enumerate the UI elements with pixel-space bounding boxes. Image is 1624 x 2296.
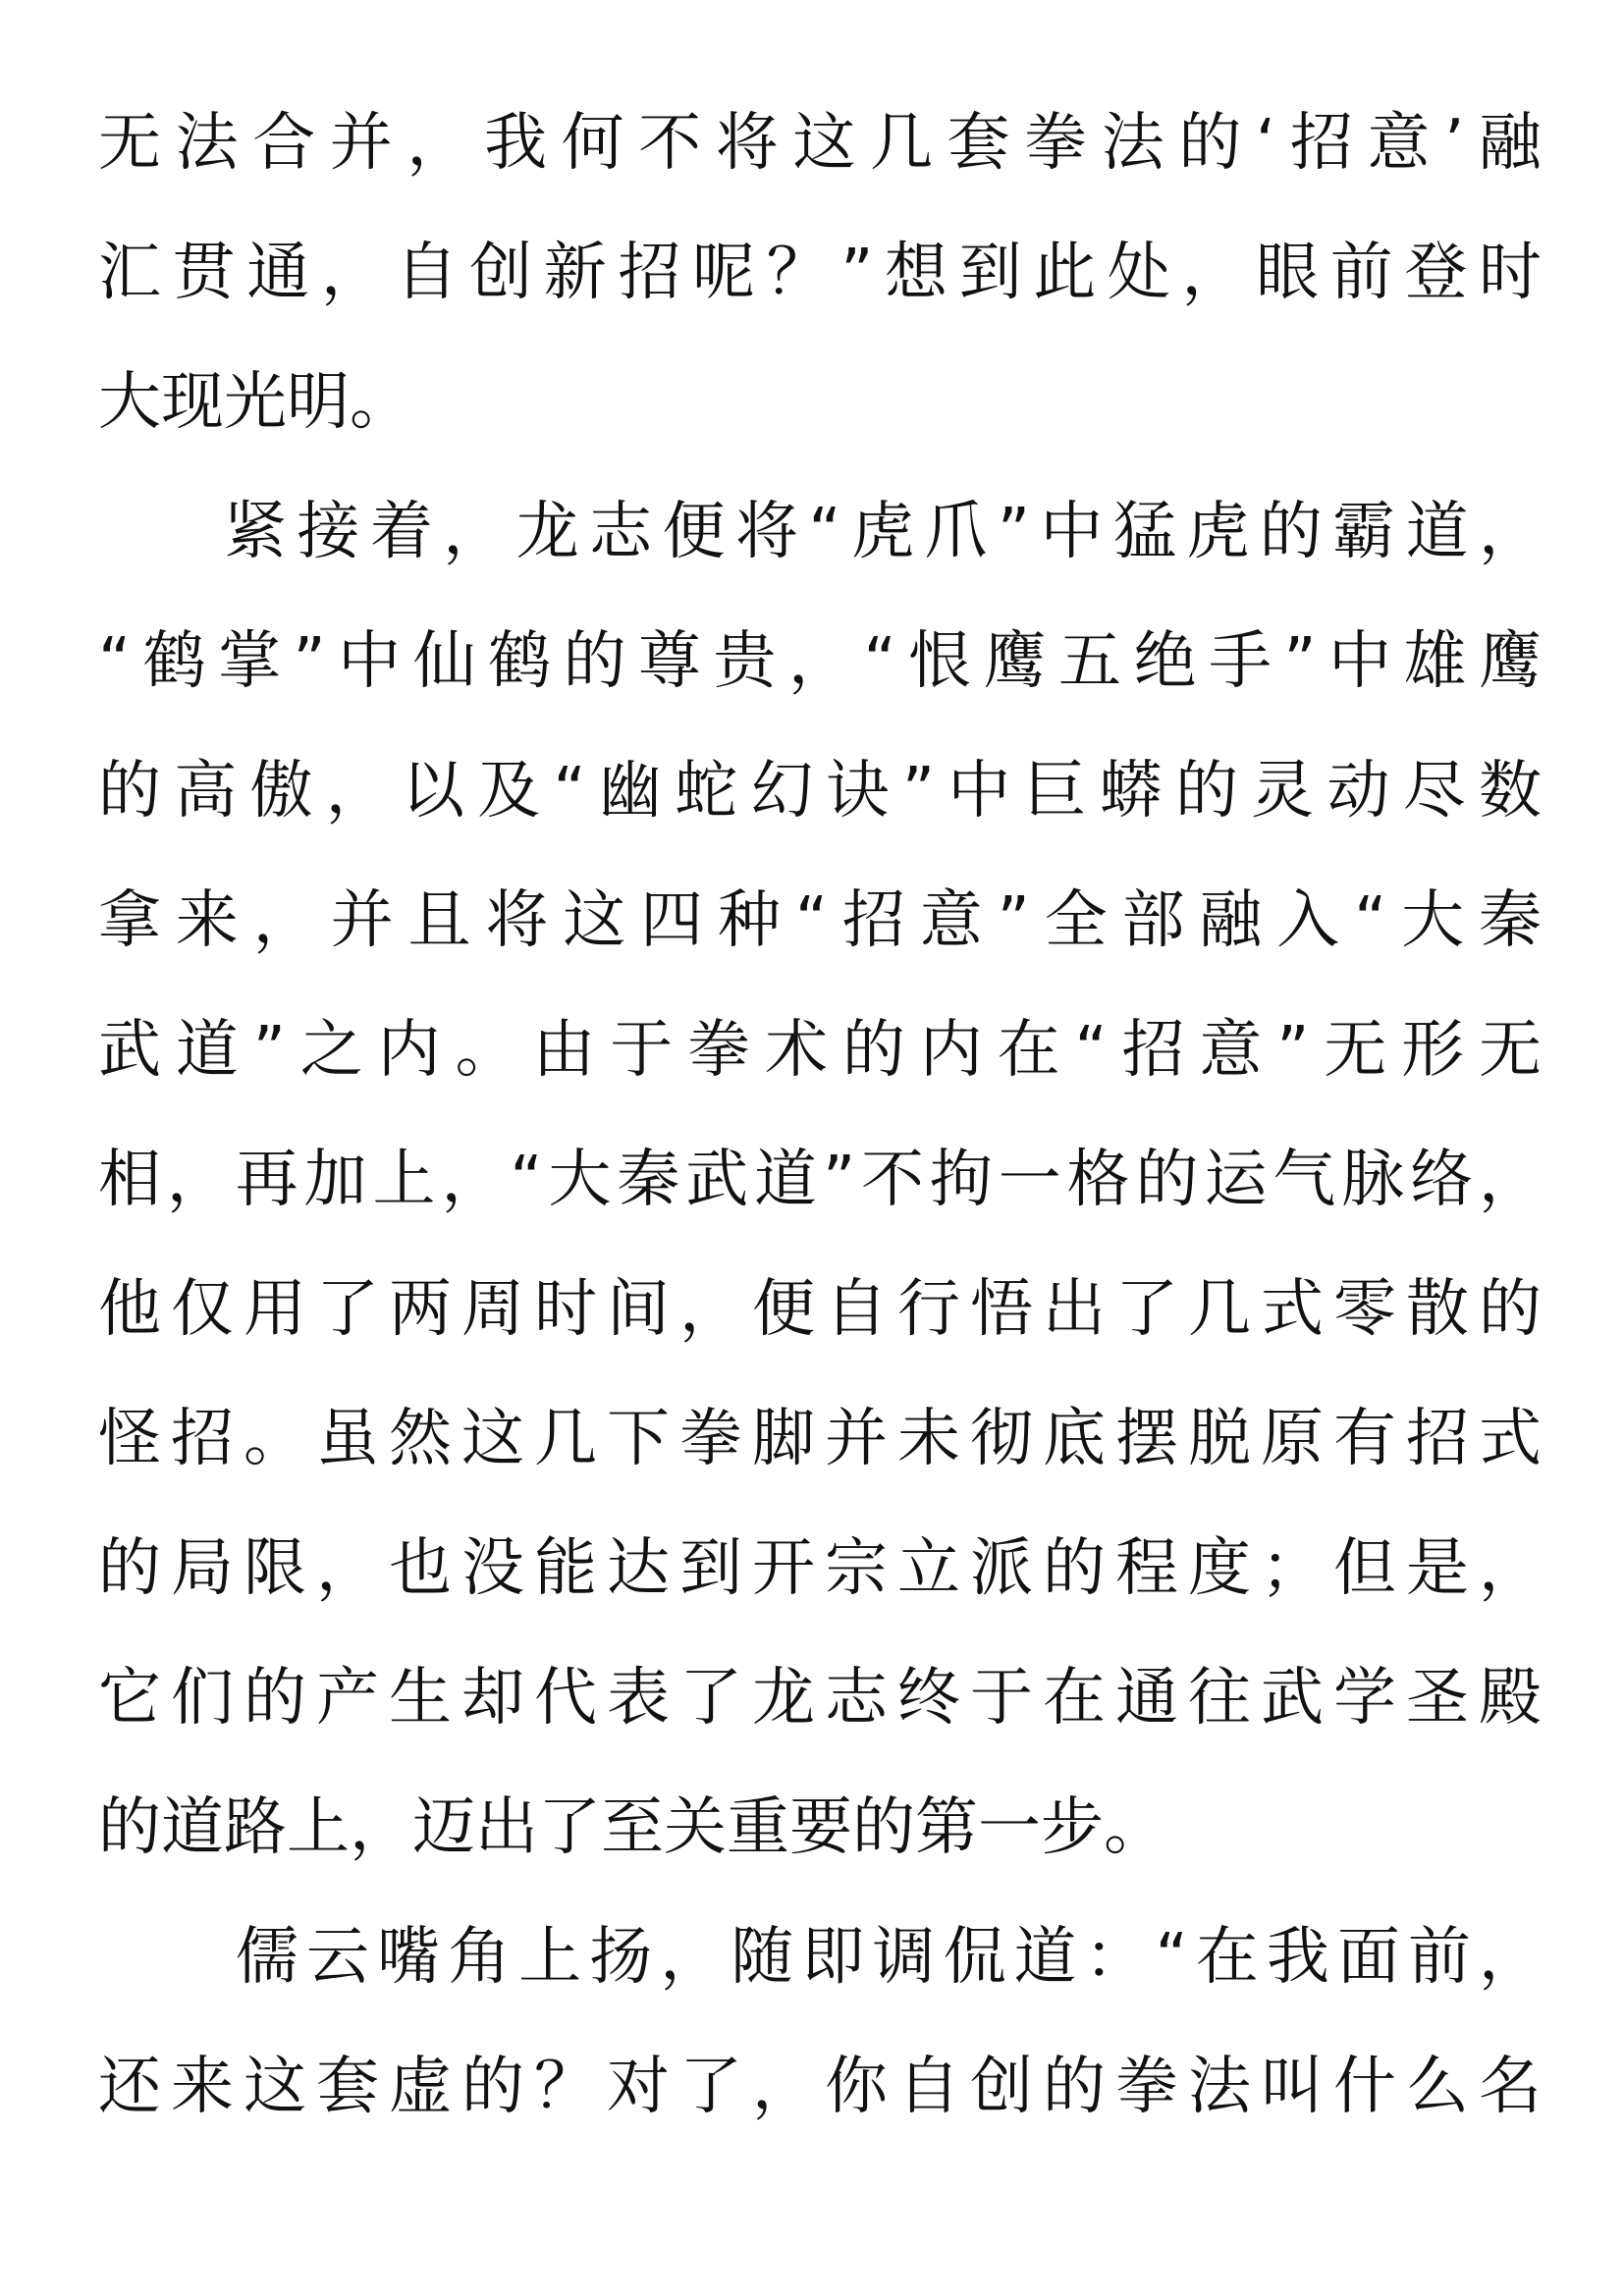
text-line: 大现光明。: [98, 366, 412, 439]
text-line: 儒云嘴角上扬，随即调侃道：“在我面前，: [236, 1921, 1542, 1994]
text-line: 的道路上，迈出了至关重要的第一步。: [98, 1791, 1166, 1864]
text-line: 无法合并，我何不将这几套拳法的‘招意’融: [98, 107, 1542, 180]
text-line: 怪招。虽然这几下拳脚并未彻底摆脱原有招式: [98, 1403, 1542, 1475]
text-line: 武道”之内。由于拳术的内在“招意”无形无: [98, 1014, 1542, 1087]
text-line: 的局限，也没能达到开宗立派的程度；但是，: [98, 1532, 1542, 1605]
text-line: 它们的产生却代表了龙志终于在通往武学圣殿: [98, 1662, 1542, 1735]
text-line: 拿来，并且将这四种“招意”全部融入“大秦: [98, 884, 1542, 957]
document-page: [98, 79, 1542, 2238]
text-line: “鹤掌”中仙鹤的尊贵，“恨鹰五绝手”中雄鹰: [98, 625, 1542, 698]
text-line: 的高傲，以及“幽蛇幻诀”中巨蟒的灵动尽数: [98, 755, 1542, 828]
text-line: 紧接着，龙志便将“虎爪”中猛虎的霸道，: [224, 496, 1542, 568]
text-line: 汇贯通，自创新招呢？”想到此处，眼前登时: [98, 237, 1542, 309]
text-line: 他仅用了两周时间，便自行悟出了几式零散的: [98, 1273, 1542, 1346]
text-line: 还来这套虚的？对了，你自创的拳法叫什么名: [98, 2051, 1542, 2123]
text-line: 相，再加上，“大秦武道”不拘一格的运气脉络，: [98, 1144, 1542, 1216]
